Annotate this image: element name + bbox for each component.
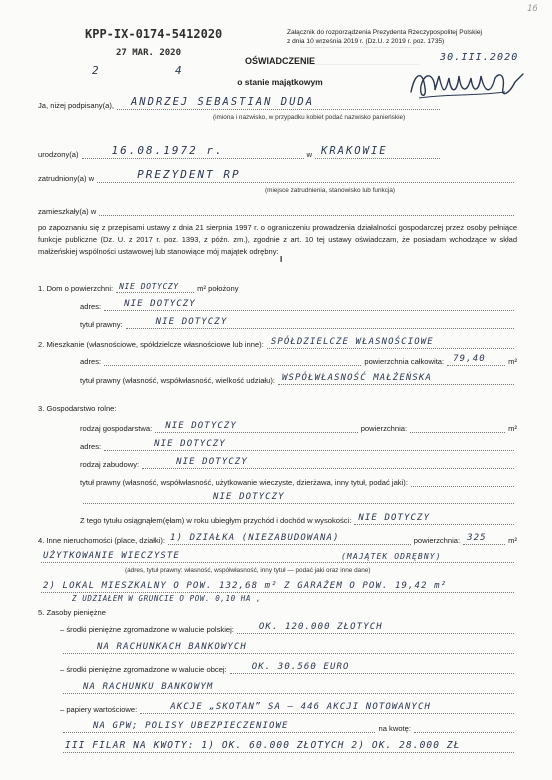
name-field xyxy=(117,97,440,110)
section-marker: I xyxy=(280,255,283,264)
farm-address-field xyxy=(104,438,514,451)
farm-title-field xyxy=(411,474,514,487)
residence-row xyxy=(38,203,517,217)
flat-title-row xyxy=(80,372,517,386)
plot-area-value: 325 xyxy=(467,533,487,543)
flat-extra-field xyxy=(41,580,514,593)
document-title: OŚWIADCZENIE xyxy=(244,56,315,66)
flat-area-unit: m² xyxy=(508,357,517,366)
securities-value-2: NA GPW; POLISY UBEZPIECZENIOWE xyxy=(93,721,289,731)
farm-area-field xyxy=(410,420,505,433)
farm-row xyxy=(38,400,517,414)
filed-date: 30.III.2020 xyxy=(440,52,519,63)
securities-field xyxy=(140,701,514,714)
name-hint: (imiona i nazwisko, w przypadku kobiet podać nazwisko panieńskie) xyxy=(213,114,406,121)
cash-fx-where-field xyxy=(63,681,514,694)
plot-area-label: powierzchnia: xyxy=(413,536,461,545)
farm-buildings-label: rodzaj zabudowy: xyxy=(80,460,140,469)
house-title-row xyxy=(80,316,517,330)
securities-amount-value-field xyxy=(63,740,514,753)
farm-buildings-field xyxy=(142,456,514,469)
farm-address-row xyxy=(80,438,517,452)
born-place-field xyxy=(315,146,440,159)
house-address-field xyxy=(104,298,514,311)
flat-row xyxy=(38,336,517,350)
cash-fx-where-value: NA RACHUNKU BANKOWYM xyxy=(83,682,214,692)
house-row xyxy=(38,280,278,294)
corner-number: 16 xyxy=(527,4,538,14)
farm-address-value: NIE DOTYCZY xyxy=(154,439,226,449)
house-address-row xyxy=(80,298,517,312)
flat-label: 2. Mieszkanie (własnościowe, spółdzielcze własnościowe lub inne): xyxy=(38,340,264,349)
house-title-value: NIE DOTYCZY xyxy=(155,317,228,327)
plot-area-unit: m² xyxy=(508,536,517,545)
birth-row xyxy=(38,146,443,160)
farm-address-label: adres: xyxy=(80,442,102,451)
flat-area-field xyxy=(447,353,505,366)
cash-fx-where-row xyxy=(60,681,517,695)
plot-title-note: (MAJĄTEK ODRĘBNY) xyxy=(341,552,442,561)
farm-kind-value: NIE DOTYCZY xyxy=(165,421,237,431)
employer-hint: (miejsce zatrudnienia, stanowisko lub funkcja) xyxy=(265,187,396,194)
residence-field xyxy=(99,203,514,216)
other-property-row xyxy=(38,532,517,546)
cash-pln-where-field xyxy=(63,641,514,654)
cash-fx-label: – środki pieniężne zgromadzone w walucie obcej: xyxy=(60,665,227,674)
farm-buildings-value: NIE DOTYCZY xyxy=(176,457,248,467)
farm-buildings-row xyxy=(80,456,517,470)
farm-title-value-row xyxy=(80,491,517,505)
employer-field xyxy=(97,170,514,183)
statement-paragraph: po zapoznaniu się z przepisami ustawy z dnia 21 sierpnia 1997 r. o ograniczeniu prowadzenia działalności gospodarczej przez osoby pełniące funkcje publiczne (Dz. U. z 2017 r. poz. 1393, z późn. zm.), zgodnie z art. 10 tej ustawy oświadczam, że posiadam wchodzące w skład małżeńskiej wspólności ustawowej lub stanowiące mój majątek odrębny: xyxy=(38,223,517,256)
securities-value-1: AKCJE „SKOTAN” SA – 446 AKCJI NOTOWANYCH xyxy=(170,702,431,712)
flat-type-value: SPÓŁDZIELCZE WŁASNOŚCIOWE xyxy=(270,337,434,347)
employment-row xyxy=(38,170,517,184)
farm-income-value: NIE DOTYCZY xyxy=(358,513,431,523)
born-date-field xyxy=(82,146,304,159)
farm-kind-row xyxy=(80,420,517,434)
employed-label: zatrudniony(a) w xyxy=(38,174,95,183)
cash-pln-row xyxy=(60,621,517,635)
other-property-label: 4. Inne nieruchomości (place, działki): xyxy=(38,536,166,545)
document-subtitle: o stanie majątkowym xyxy=(237,77,323,87)
securities-amount-label: na kwotę: xyxy=(378,724,411,733)
securities-amount-value: III FILAR NA KWOTY: 1) OK. 60.000 ZŁOTYCH 2) OK. 28.000 ZŁ xyxy=(65,740,461,751)
born-place-value: KRAKOWIE xyxy=(321,145,388,157)
house-area-value: NIE DOTYCZY xyxy=(119,282,179,291)
flat-area-value: 79,40 xyxy=(453,354,486,364)
plot-title-row xyxy=(38,550,517,564)
cash-pln-value: OK. 120.000 ZŁOTYCH xyxy=(258,622,383,632)
farm-title-row xyxy=(80,474,517,488)
flat-address-field xyxy=(104,353,361,366)
farm-area-unit: m² xyxy=(508,424,517,433)
cash-pln-label: – środki pieniężne zgromadzone w walucie polskiej: xyxy=(60,625,234,634)
securities-field-2 xyxy=(63,720,375,733)
cash-pln-where-value: NA RACHUNKACH BANKOWYCH xyxy=(97,642,247,652)
farm-title-value-field xyxy=(83,491,514,504)
stamp-mark-left: 2 xyxy=(92,64,100,77)
securities-amount-row xyxy=(60,740,517,754)
house-address-label: adres: xyxy=(80,302,102,311)
flat-title-value: WSPÓŁWŁASNOŚĆ MAŁŻEŃSKA xyxy=(281,373,432,383)
plot-title-field xyxy=(41,550,514,563)
name-row xyxy=(38,97,443,111)
plot-field xyxy=(168,532,411,545)
cash-fx-row xyxy=(60,661,517,675)
annex-line-2: z dnia 10 września 2019 r. (Dz.U. z 2019 r. poz. 1735) xyxy=(287,38,445,45)
securities-label: – papiery wartościowe: xyxy=(60,705,138,714)
cash-row xyxy=(38,604,517,618)
flat-address-label: adres: xyxy=(80,357,102,366)
cash-fx-field xyxy=(230,661,514,674)
cash-label: 5. Zasoby pieniężne xyxy=(38,608,106,617)
plot-area-field xyxy=(463,532,505,545)
plot-value: 1) DZIAŁKA (NIEZABUDOWANA) xyxy=(170,533,340,543)
name-value: ANDRZEJ SEBASTIAN DUDA xyxy=(130,96,315,108)
born-date-value: 16.08.1972 r. xyxy=(111,144,224,157)
flat-extra-value: 2) LOKAL MIESZKALNY O POW. 132,68 m² Z GARAŻEM O POW. 19,42 m² xyxy=(43,581,448,591)
securities-row xyxy=(60,701,517,715)
farm-area-label: powierzchnia: xyxy=(360,424,408,433)
flat-title-field xyxy=(278,372,514,385)
flat-extra-share: Z UDZIAŁEM W GRUNCIE O POW. 0,10 HA , xyxy=(72,594,262,603)
house-title-field xyxy=(126,316,514,329)
born-label: urodzony(a) xyxy=(38,150,79,159)
securities-row-2 xyxy=(60,720,517,734)
house-area-field xyxy=(116,280,194,293)
other-property-hint: (adres, tytuł prawny: własność, współwłasność, inny tytuł — podać jaki oraz inne dane) xyxy=(125,567,371,574)
cash-pln-where-row xyxy=(60,641,517,655)
cash-fx-value: OK. 30.560 EURO xyxy=(251,662,350,672)
farm-kind-label: rodzaj gospodarstwa: xyxy=(80,424,153,433)
residence-label: zamieszkały(a) w xyxy=(38,207,97,216)
farm-label: 3. Gospodarstwo rolne: xyxy=(38,404,117,413)
employer-value: PREZYDENT RP xyxy=(137,168,241,181)
flat-area-label: powierzchnia całkowita: xyxy=(364,357,445,366)
house-area-unit: m² położony xyxy=(197,284,239,293)
cash-pln-field xyxy=(237,621,514,634)
farm-kind-field xyxy=(155,420,358,433)
house-label: 1. Dom o powierzchni: xyxy=(38,284,114,293)
stamp-mark-right: 4 xyxy=(175,64,183,77)
case-number-stamp: KPP-IX-0174-5412020 xyxy=(85,27,223,41)
farm-title-label: tytuł prawny (własność, współwłasność, użytkowanie wieczyste, dzierżawa, inny tytuł, podać jaki): xyxy=(80,478,408,487)
flat-address-row xyxy=(80,353,517,367)
house-title-label: tytuł prawny: xyxy=(80,320,123,329)
name-label: Ja, niżej podpisany(a), xyxy=(38,101,114,110)
received-date-stamp: 27 MAR. 2020 xyxy=(116,48,182,58)
born-in-label: w xyxy=(306,150,313,159)
farm-income-row xyxy=(80,512,517,526)
plot-title-value: UŻYTKOWANIE WIECZYSTE xyxy=(43,551,180,561)
farm-income-label: Z tego tytułu osiągnąłem(ęłam) w roku ubiegłym przychód i dochód w wysokości: xyxy=(80,516,352,525)
securities-amount-field xyxy=(414,720,514,733)
farm-title-value: NIE DOTYCZY xyxy=(213,492,285,502)
flat-extra-row xyxy=(38,580,517,594)
flat-type-field xyxy=(267,336,514,349)
flat-title-label: tytuł prawny (własność, współwłasność, wielkość udziału): xyxy=(80,376,275,385)
annex-line-1: Załącznik do rozporządzenia Prezydenta Rzeczypospolitej Polskiej xyxy=(287,29,482,36)
farm-income-field xyxy=(354,512,514,525)
house-address-value: NIE DOTYCZY xyxy=(124,299,196,309)
